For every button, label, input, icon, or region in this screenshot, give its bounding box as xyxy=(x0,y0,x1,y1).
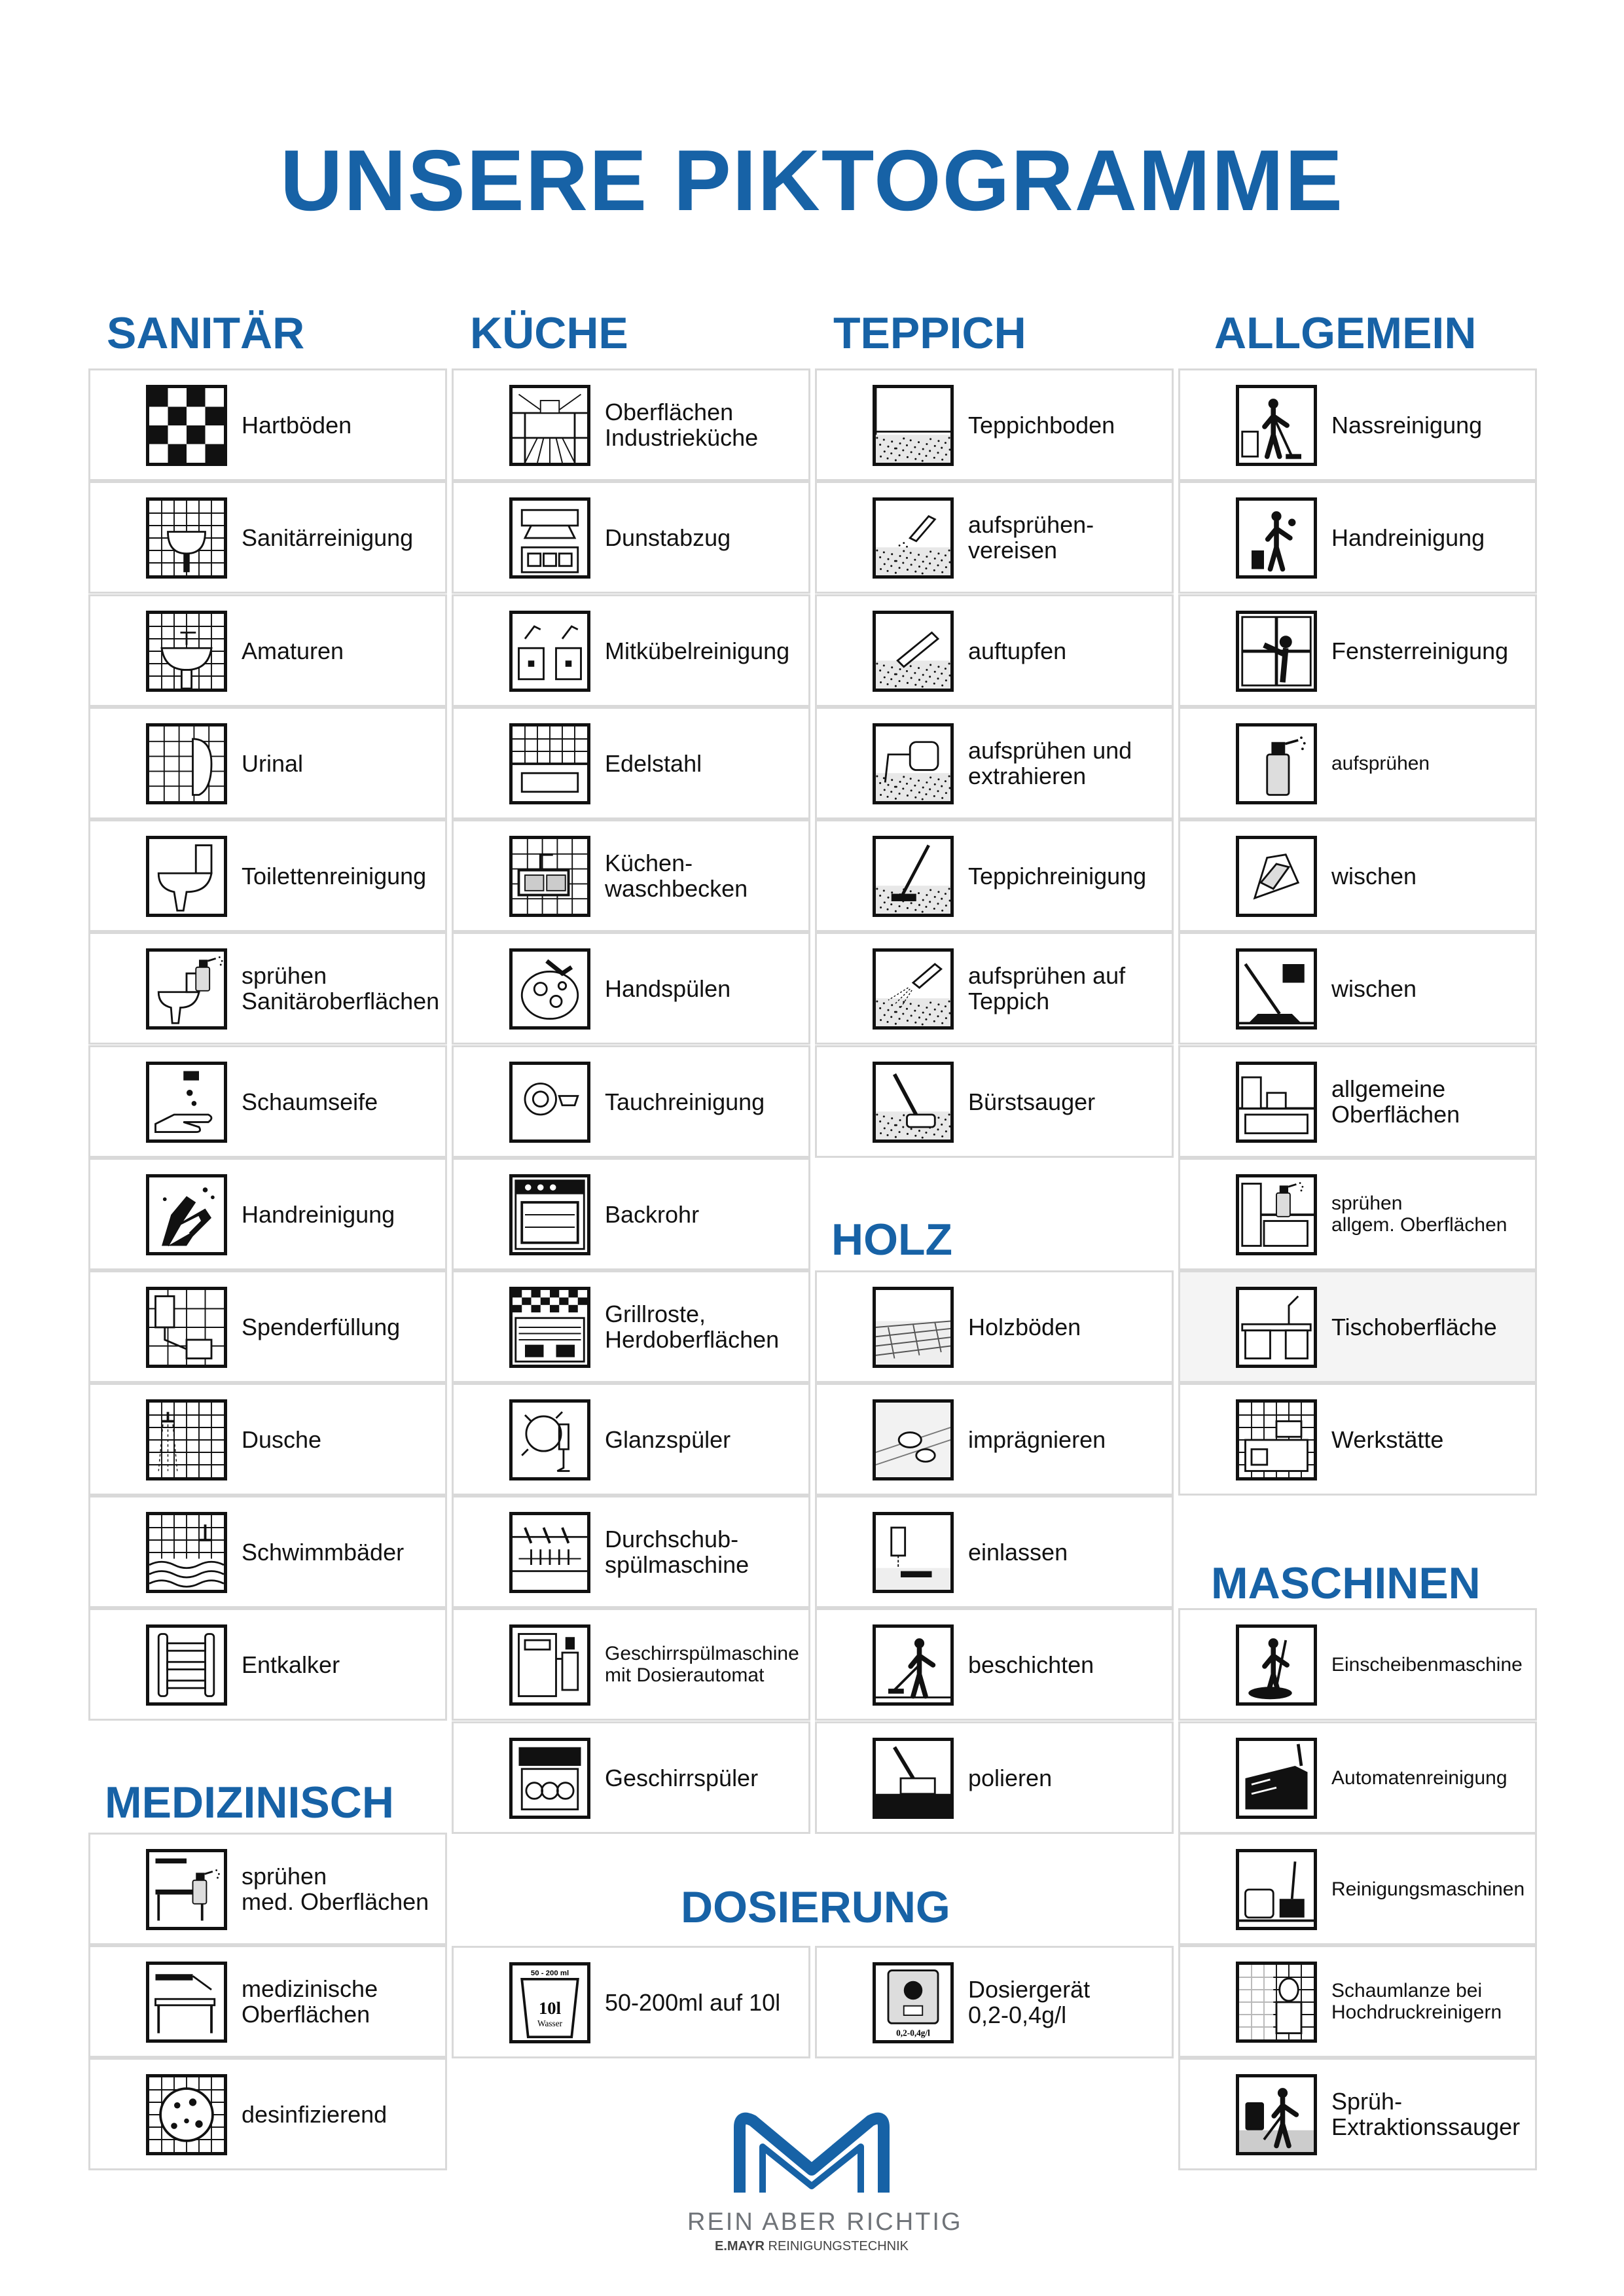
logo-m-icon xyxy=(727,2108,897,2199)
pictogram-label: imprägnieren xyxy=(968,1426,1106,1453)
pictogram-label: Mitkübelreinigung xyxy=(605,637,790,664)
pictogram-teppich-4 xyxy=(815,707,1174,819)
brushvac-icon xyxy=(873,1062,954,1143)
doser-icon xyxy=(873,1962,954,2043)
kitchensink-icon xyxy=(509,836,590,917)
pictogram-label: beschichten xyxy=(968,1651,1094,1678)
pictogram-sanitaer-11 xyxy=(88,1496,447,1608)
oven-icon xyxy=(509,1174,590,1255)
pictogram-label: Handspülen xyxy=(605,975,731,1002)
passthrough-icon xyxy=(509,1512,590,1593)
handwash-icon xyxy=(146,1174,227,1255)
pictogram-label: aufsprühen auf Teppich xyxy=(968,962,1126,1014)
section-title-medizinisch: MEDIZINISCH xyxy=(105,1778,394,1827)
pictogram-kueche-8 xyxy=(452,1158,810,1270)
scrubber-icon xyxy=(1236,1738,1317,1819)
pictogram-label: Nassreinigung xyxy=(1331,411,1483,439)
pictogram-allgemein-8 xyxy=(1178,1158,1537,1270)
coat-icon xyxy=(873,1624,954,1706)
section-title-dosierung: DOSIERUNG xyxy=(681,1882,950,1932)
pictogram-label: Automatenreinigung xyxy=(1331,1767,1507,1789)
pictogram-teppich-1 xyxy=(815,368,1174,481)
handclean-icon xyxy=(1236,497,1317,579)
pictogram-allgemein-2 xyxy=(1178,481,1537,594)
pictogram-label: Oberflächen Industrieküche xyxy=(605,399,759,451)
pictogram-kueche-12 xyxy=(452,1608,810,1721)
pictogram-label: wischen xyxy=(1331,975,1417,1002)
pictogram-kueche-6 xyxy=(452,932,810,1045)
pictogram-sanitaer-4 xyxy=(88,707,447,819)
pictogram-label: wischen xyxy=(1331,862,1417,889)
pictogram-sanitaer-7 xyxy=(88,1045,447,1158)
pictogram-kueche-3 xyxy=(452,594,810,707)
pictogram-medizinisch-1 xyxy=(88,1833,447,1945)
cup-icon xyxy=(509,1962,590,2043)
pictogram-label: Reinigungsmaschinen xyxy=(1331,1878,1525,1900)
pictogram-label: desinfizierend xyxy=(242,2100,388,2128)
pictogram-medizinisch-2 xyxy=(88,1945,447,2058)
pictogram-allgemein-7 xyxy=(1178,1045,1537,1158)
pictogram-allgemein-9 xyxy=(1178,1270,1537,1383)
pictogram-maschinen-4 xyxy=(1178,1945,1537,2058)
machines-icon xyxy=(1236,1849,1317,1930)
pictogram-kueche-9 xyxy=(452,1270,810,1383)
soap-icon xyxy=(146,1062,227,1143)
medspray-icon xyxy=(146,1849,227,1930)
section-title-allgemein: ALLGEMEIN xyxy=(1214,308,1477,358)
pictogram-label: auftupfen xyxy=(968,637,1067,664)
extract-icon xyxy=(873,723,954,804)
pictogram-kueche-13 xyxy=(452,1721,810,1834)
pictogram-label: Einscheibenmaschine xyxy=(1331,1653,1523,1676)
pictogram-dosierung-2 xyxy=(815,1946,1174,2058)
pictogram-kueche-11 xyxy=(452,1496,810,1608)
pictogram-label: Geschirrspülmaschine mit Dosierautomat xyxy=(605,1643,799,1686)
sprayextract-icon xyxy=(1236,2074,1317,2155)
pictogram-label: Holzböden xyxy=(968,1313,1081,1340)
pictogram-sanitaer-10 xyxy=(88,1383,447,1496)
pictogram-label: Schwimmbäder xyxy=(242,1538,405,1566)
sink-icon xyxy=(146,611,227,692)
pictogram-holz-4 xyxy=(815,1608,1174,1721)
section-title-kueche: KÜCHE xyxy=(470,308,628,358)
foamlance-icon xyxy=(1236,1962,1317,2043)
section-title-sanitaer: SANITÄR xyxy=(107,308,305,358)
pictogram-allgemein-10 xyxy=(1178,1383,1537,1496)
pictogram-label: Edelstahl xyxy=(605,749,702,777)
logo xyxy=(687,2108,963,2271)
pictogram-label: Dosiergerät 0,2-0,4g/l xyxy=(968,1976,1091,2028)
steel-icon xyxy=(509,723,590,804)
pictogram-dosierung-1 xyxy=(452,1946,810,2058)
pictogram-label: sprühen med. Oberflächen xyxy=(242,1863,429,1915)
kitchen-icon xyxy=(509,385,590,466)
pictogram-label: Grillroste, Herdoberflächen xyxy=(605,1300,780,1353)
pictogram-teppich-5 xyxy=(815,819,1174,932)
buckets-icon xyxy=(509,611,590,692)
pictogram-label: Dunstabzug xyxy=(605,524,731,551)
pictogram-label: Entkalker xyxy=(242,1651,340,1678)
pictogram-label: Handreinigung xyxy=(1331,524,1485,551)
logo-tagline: REIN ABER RICHTIG xyxy=(687,2208,963,2236)
window-icon xyxy=(1236,611,1317,692)
pictogram-label: Hartböden xyxy=(242,411,352,439)
pictogram-holz-2 xyxy=(815,1383,1174,1496)
tiles-icon xyxy=(146,497,227,579)
surfaces-icon xyxy=(1236,1062,1317,1143)
pictogram-allgemein-3 xyxy=(1178,594,1537,707)
wipe-icon xyxy=(1236,836,1317,917)
svg-text:0,2-0,4g/l: 0,2-0,4g/l xyxy=(896,2028,930,2038)
pictogram-sanitaer-6 xyxy=(88,932,447,1045)
pictogram-label: aufsprühen und extrahieren xyxy=(968,737,1132,789)
svg-text:50 - 200 ml: 50 - 200 ml xyxy=(530,1969,569,1978)
pictogram-sanitaer-5 xyxy=(88,819,447,932)
pictogram-label: aufsprühen xyxy=(1331,752,1430,774)
impregnate-icon xyxy=(873,1399,954,1480)
pictogram-label: Fensterreinigung xyxy=(1331,637,1509,664)
pictogram-label: Tauchreinigung xyxy=(605,1088,765,1115)
dishauto-icon xyxy=(509,1624,590,1706)
mop-icon xyxy=(1236,385,1317,466)
pictogram-kueche-5 xyxy=(452,819,810,932)
pictogram-label: Geschirrspüler xyxy=(605,1764,759,1791)
pictogram-teppich-6 xyxy=(815,932,1174,1045)
pictogram-label: Schaumseife xyxy=(242,1088,378,1115)
pictogram-label: Glanzspüler xyxy=(605,1426,731,1453)
carpetclean-icon xyxy=(873,836,954,917)
spraybottle-icon xyxy=(1236,723,1317,804)
pictogram-label: Durchschub- spülmaschine xyxy=(605,1526,749,1578)
pictogram-teppich-3 xyxy=(815,594,1174,707)
pictogram-label: Teppichboden xyxy=(968,411,1115,439)
pictogram-label: 50-200ml auf 10l xyxy=(605,1988,781,2016)
page-title: UNSERE PIKTOGRAMME xyxy=(280,132,1344,228)
table-icon xyxy=(1236,1287,1317,1368)
toilet-icon xyxy=(146,836,227,917)
singledisc-icon xyxy=(1236,1624,1317,1706)
pictogram-label: Dusche xyxy=(242,1426,322,1453)
hood-icon xyxy=(509,497,590,579)
dab-icon xyxy=(873,611,954,692)
pictogram-label: Amaturen xyxy=(242,637,344,664)
pictogram-kueche-2 xyxy=(452,481,810,594)
pictogram-maschinen-2 xyxy=(1178,1721,1537,1834)
pictogram-sanitaer-12 xyxy=(88,1608,447,1721)
dip-icon xyxy=(509,1062,590,1143)
pictogram-allgemein-6 xyxy=(1178,932,1537,1045)
pictogram-label: sprühen Sanitäroberflächen xyxy=(242,962,440,1014)
rinse-icon xyxy=(509,1399,590,1480)
floormop-icon xyxy=(1236,948,1317,1030)
descale-icon xyxy=(146,1624,227,1706)
pictogram-sanitaer-1 xyxy=(88,368,447,481)
pictogram-maschinen-3 xyxy=(1178,1833,1537,1945)
pictogram-teppich-7 xyxy=(815,1045,1174,1158)
dispenser-icon xyxy=(146,1287,227,1368)
pictogram-sanitaer-9 xyxy=(88,1270,447,1383)
pictogram-label: Urinal xyxy=(242,749,304,777)
carpetspray-icon xyxy=(873,497,954,579)
medtable-icon xyxy=(146,1962,227,2043)
pictogram-label: einlassen xyxy=(968,1538,1068,1566)
section-title-holz: HOLZ xyxy=(831,1215,953,1265)
surfspray-icon xyxy=(1236,1174,1317,1255)
pictogram-label: polieren xyxy=(968,1764,1053,1791)
pictogram-kueche-7 xyxy=(452,1045,810,1158)
pictogram-label: Teppichreinigung xyxy=(968,862,1147,889)
pictogram-kueche-4 xyxy=(452,707,810,819)
polish-icon xyxy=(873,1738,954,1819)
pictogram-maschinen-1 xyxy=(1178,1608,1537,1721)
pictogram-allgemein-1 xyxy=(1178,368,1537,481)
pictogram-holz-3 xyxy=(815,1496,1174,1608)
checker-icon xyxy=(146,385,227,466)
pictogram-label: Bürstsauger xyxy=(968,1088,1096,1115)
pictogram-label: Backrohr xyxy=(605,1200,700,1228)
pictogram-label: Sanitärreinigung xyxy=(242,524,414,551)
pictogram-label: Tischoberfläche xyxy=(1331,1313,1497,1340)
woodfloor-icon xyxy=(873,1287,954,1368)
pictogram-label: Werkstätte xyxy=(1331,1426,1444,1453)
pictogram-label: Küchen- waschbecken xyxy=(605,850,748,902)
pictogram-medizinisch-3 xyxy=(88,2058,447,2170)
disinfect-icon xyxy=(146,2074,227,2155)
pool-icon xyxy=(146,1512,227,1593)
pictogram-allgemein-4 xyxy=(1178,707,1537,819)
carpet-icon xyxy=(873,385,954,466)
pictogram-sanitaer-8 xyxy=(88,1158,447,1270)
pictogram-label: Toilettenreinigung xyxy=(242,862,427,889)
pictogram-label: Sprüh- Extraktionssauger xyxy=(1331,2088,1521,2140)
workshop-icon xyxy=(1236,1399,1317,1480)
pictogram-kueche-10 xyxy=(452,1383,810,1496)
svg-text:Wasser: Wasser xyxy=(537,2018,563,2029)
pictogram-label: Handreinigung xyxy=(242,1200,395,1228)
pictogram-kueche-1 xyxy=(452,368,810,481)
pictogram-label: allgemeine Oberflächen xyxy=(1331,1075,1460,1128)
pictogram-label: medizinische Oberflächen xyxy=(242,1975,378,2028)
toiletspray-icon xyxy=(146,948,227,1030)
pictogram-sanitaer-3 xyxy=(88,594,447,707)
pictogram-holz-1 xyxy=(815,1270,1174,1383)
pictogram-label: sprühen allgem. Oberflächen xyxy=(1331,1193,1507,1236)
grill-icon xyxy=(509,1287,590,1368)
pictogram-label: aufsprühen- vereisen xyxy=(968,511,1094,564)
pictogram-allgemein-5 xyxy=(1178,819,1537,932)
pictogram-label: Schaumlanze bei Hochdruckreinigern xyxy=(1331,1980,1502,2023)
pictogram-sanitaer-2 xyxy=(88,481,447,594)
shower-icon xyxy=(146,1399,227,1480)
pictogram-label: Spenderfüllung xyxy=(242,1313,401,1340)
svg-text:10l: 10l xyxy=(539,1998,561,2018)
carpetspray2-icon xyxy=(873,948,954,1030)
dishwasher-icon xyxy=(509,1738,590,1819)
section-title-maschinen: MASCHINEN xyxy=(1211,1558,1481,1608)
section-title-teppich: TEPPICH xyxy=(833,308,1026,358)
oilin-icon xyxy=(873,1512,954,1593)
logo-company: E.MAYR REINIGUNGSTECHNIK xyxy=(715,2239,909,2253)
handdish-icon xyxy=(509,948,590,1030)
pictogram-maschinen-5 xyxy=(1178,2058,1537,2170)
urinal-icon xyxy=(146,723,227,804)
pictogram-teppich-2 xyxy=(815,481,1174,594)
pictogram-holz-5 xyxy=(815,1721,1174,1834)
